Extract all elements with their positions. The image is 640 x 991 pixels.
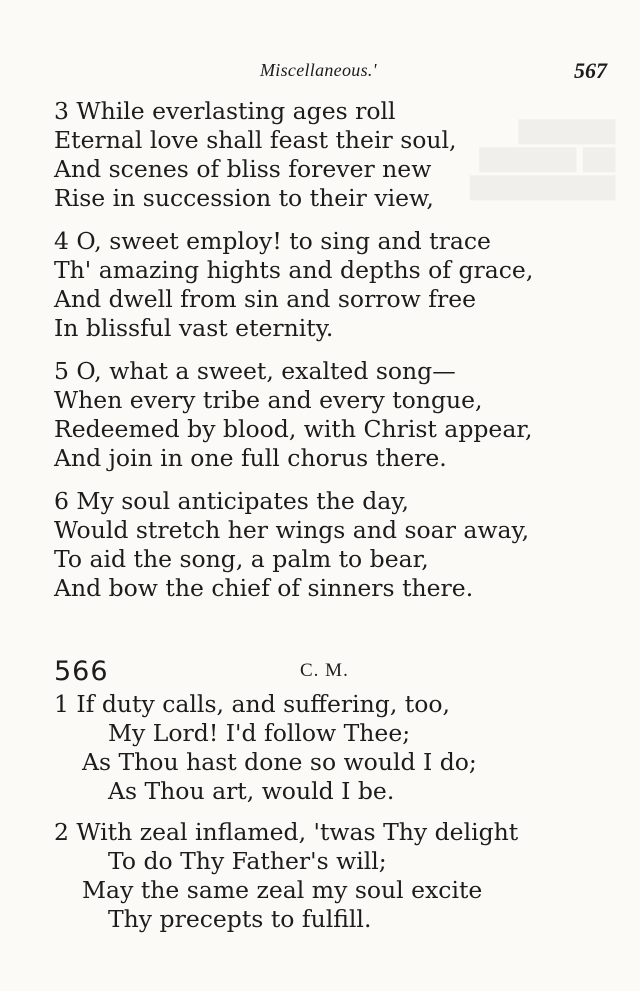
hymn-meter: C. M. <box>300 660 349 681</box>
stanza-line: 2 With zeal inflamed, 'twas Thy delight <box>54 818 519 846</box>
stanza-4 <box>54 227 533 343</box>
stanza-3 <box>54 97 457 213</box>
stanza-line: My Lord! I'd follow Thee; <box>108 719 411 747</box>
stanza-line: As Thou art, would I be. <box>108 777 395 805</box>
stanza-line: 3 While everlasting ages roll <box>54 97 396 125</box>
stanza-line: And scenes of bliss forever new <box>54 155 432 183</box>
stanza-line: When every tribe and every tongue, <box>54 386 483 414</box>
stanza-line: 1 If duty calls, and suffering, too, <box>54 690 450 718</box>
hymn-stanza-2 <box>54 818 518 934</box>
page-number: 567 <box>574 58 607 83</box>
stanza-line: Would stretch her wings and soar away, <box>54 516 530 544</box>
stanza-line: To do Thy Father's will; <box>108 847 387 875</box>
stanza-line: May the same zeal my soul excite <box>82 876 483 904</box>
hymn-number: 566 <box>54 656 109 687</box>
stanza-line: Rise in succession to their view, <box>54 184 434 212</box>
stanza-line: Eternal love shall feast their soul, <box>54 126 457 154</box>
stanza-5 <box>54 357 532 473</box>
hymn-stanza-1 <box>54 690 477 806</box>
stanza-line: 4 O, sweet employ! to sing and trace <box>54 227 491 255</box>
stanza-line: Th' amazing hights and depths of grace, <box>54 256 534 284</box>
stanza-line: Redeemed by blood, with Christ appear, <box>54 415 533 443</box>
stanza-line: 6 My soul anticipates the day, <box>54 487 409 515</box>
stanza-line: And join in one full chorus there. <box>54 444 447 472</box>
stanza-line: To aid the song, a palm to bear, <box>54 545 429 573</box>
stanza-line: In blissful vast eternity. <box>54 314 334 342</box>
bleed-through <box>470 90 615 202</box>
stanza-6 <box>54 487 529 603</box>
stanza-line: 5 O, what a sweet, exalted song— <box>54 357 456 385</box>
stanza-line: And bow the chief of sinners there. <box>54 574 474 602</box>
stanza-line: And dwell from sin and sorrow free <box>54 285 477 313</box>
stanza-line: As Thou hast done so would I do; <box>82 748 477 776</box>
section-title: Miscellaneous.' <box>260 60 377 80</box>
stanza-line: Thy precepts to fulfill. <box>108 905 372 933</box>
